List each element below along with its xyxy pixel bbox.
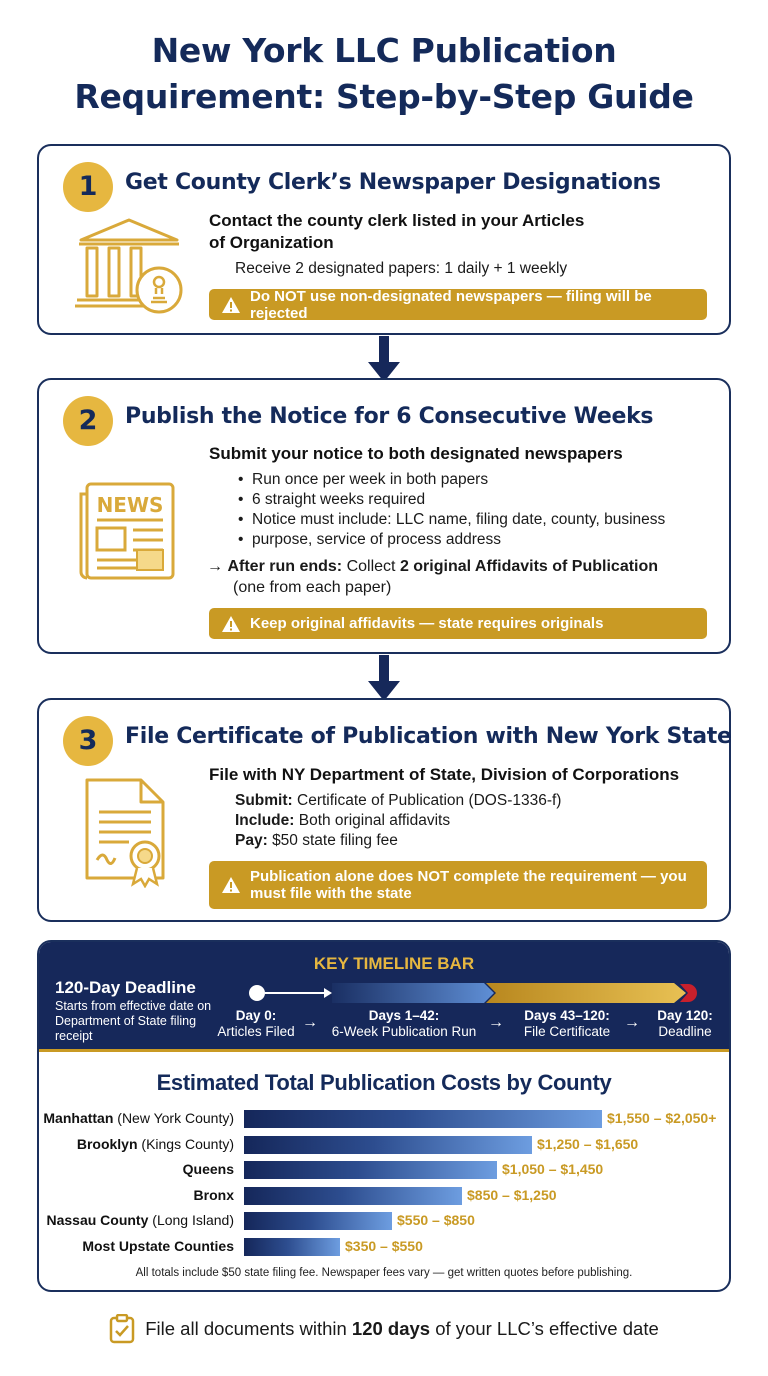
county-name: Manhattan	[43, 1110, 114, 1126]
cost-row-label	[46, 1212, 234, 1228]
step-2-card	[37, 378, 731, 654]
item-value: $50 state filing fee	[272, 832, 398, 849]
county-subname: (Kings County)	[137, 1135, 234, 1152]
item-key: Pay:	[235, 832, 268, 849]
step-1-detail: Receive 2 designated papers: 1 daily + 1 weekly	[235, 260, 568, 277]
step-2-bullet-continuation: • purpose, service of process address	[237, 530, 665, 550]
timeline-publication-segment	[332, 983, 494, 1003]
cost-row-label	[183, 1161, 234, 1177]
title-line-1: New York LLC Publication	[151, 31, 617, 70]
step-2-bullet: • 6 straight weeks required	[237, 490, 665, 510]
step-3-subhead: File with NY Department of State, Division of Corporations	[209, 765, 680, 784]
step-3-number: 3	[63, 716, 113, 766]
cost-value-label: $1,250 – $1,650	[537, 1135, 639, 1152]
cost-row	[39, 1110, 729, 1128]
step-1-number: 1	[63, 162, 113, 212]
item-key: Submit:	[235, 792, 293, 809]
step-2-warning	[209, 608, 707, 639]
cost-row	[39, 1238, 729, 1256]
step-2-subhead: Submit your notice to both designated newspapers	[209, 444, 623, 463]
cost-value-label: $1,050 – $1,450	[502, 1161, 604, 1177]
stage-text: Articles Filed	[217, 1024, 295, 1039]
cost-bar	[244, 1161, 497, 1179]
timeline-stage-publication	[329, 1008, 479, 1040]
cost-bar	[244, 1187, 462, 1205]
step-3-item-pay	[235, 831, 561, 851]
right-arrow-icon: →	[207, 558, 223, 575]
stage-label: Day 120:	[657, 1008, 713, 1023]
timeline-deadline-note: Starts from effective date on Department of State filing receipt	[55, 999, 212, 1043]
county-subname: (New York County)	[113, 1110, 234, 1126]
county-name: Most Upstate Counties	[82, 1237, 234, 1254]
timeline-start-arrowhead	[324, 988, 332, 998]
footer-bold: 120 days	[351, 1318, 431, 1339]
cost-bar	[244, 1212, 392, 1230]
step-2-after-bold: 2 original Affidavits of Publication	[399, 558, 659, 575]
step-3-warning-line-2: must file with the state	[250, 885, 412, 902]
footer-reminder	[0, 1314, 768, 1344]
step-2-after-run	[207, 556, 658, 598]
step-3-warning-line-1: Publication alone does NOT complete the requirement — you	[250, 868, 687, 885]
cost-value-label: $350 – $550	[345, 1237, 423, 1254]
step-3-item-include	[235, 811, 561, 831]
step-1-warning	[209, 289, 707, 320]
page-title	[0, 28, 768, 120]
cost-bar	[244, 1238, 340, 1256]
timeline-band	[39, 942, 729, 1052]
timeline-stage-deadline	[647, 1008, 723, 1040]
timeline-file-segment	[486, 983, 686, 1003]
step-3-warning-text	[250, 868, 687, 902]
stage-text: 6-Week Publication Run	[331, 1024, 477, 1039]
step-2-number: 2	[63, 396, 113, 446]
step-3-items	[235, 791, 561, 851]
step-1-card	[37, 144, 731, 335]
step-1-warning-text: Do NOT use non-designated newspapers — filing will be rejected	[250, 287, 652, 322]
timeline-stage-file	[513, 1008, 621, 1040]
county-name: Nassau County	[46, 1212, 149, 1228]
cost-row	[39, 1161, 729, 1179]
stage-text: Deadline	[658, 1024, 712, 1039]
step-1-subhead-line-1: Contact the county clerk listed in your Articles	[209, 211, 585, 230]
cost-bar	[244, 1136, 532, 1154]
timeline-arrow-icon: →	[302, 1014, 318, 1031]
cost-bar	[244, 1110, 602, 1128]
cost-row	[39, 1136, 729, 1154]
down-arrow-icon	[366, 655, 402, 703]
title-line-2: Requirement: Step-by-Step Guide	[74, 77, 694, 116]
step-2-bullet: • Run once per week in both papers	[237, 470, 665, 490]
cost-value-label: $850 – $1,250	[467, 1186, 557, 1203]
step-3-warning	[209, 861, 707, 909]
step-2-warning-text: Keep original affidavits — state requires originals	[250, 615, 604, 632]
timeline-heading: KEY TIMELINE BAR	[313, 954, 475, 973]
cost-row	[39, 1212, 729, 1230]
cost-row-label	[82, 1238, 234, 1254]
step-2-after-text: Collect	[346, 558, 396, 575]
cost-row	[39, 1187, 729, 1205]
step-2-after-label: After run ends:	[227, 558, 343, 575]
cost-value-label: $1,550 – $2,050+	[607, 1110, 717, 1126]
county-name: Brooklyn	[76, 1135, 138, 1152]
step-1-title: Get County Clerk’s Newspaper Designations	[125, 170, 661, 195]
stage-label: Days 1–42:	[368, 1008, 440, 1023]
county-name: Queens	[182, 1161, 234, 1177]
timeline-arrow-icon: →	[624, 1014, 640, 1031]
county-subname: (Long Island)	[148, 1212, 234, 1228]
cost-value-label: $550 – $850	[397, 1212, 475, 1228]
cost-row-label	[194, 1187, 234, 1203]
footer-text-a: File all documents within	[145, 1318, 347, 1339]
step-2-bullet: • Notice must include: LLC name, filing date, county, business	[237, 510, 665, 530]
timeline-bar	[244, 978, 704, 1008]
stage-label: Days 43–120:	[524, 1008, 610, 1023]
footer-text-b: of your LLC’s effective date	[435, 1318, 659, 1339]
step-3-item-submit	[235, 791, 561, 811]
clipboard-check-icon	[109, 1314, 135, 1344]
stage-text: File Certificate	[523, 1024, 611, 1039]
cost-chart-title: Estimated Total Publication Costs by County	[156, 1070, 612, 1095]
stage-label: Day 0:	[235, 1008, 277, 1023]
step-3-title: File Certificate of Publication with New York State	[125, 724, 732, 749]
certificate-icon	[79, 776, 175, 888]
warning-icon	[221, 296, 241, 314]
step-1-subhead-line-2: of Organization	[209, 233, 334, 252]
timeline-start-dot	[249, 985, 265, 1001]
down-arrow-icon	[366, 336, 402, 384]
cost-row-label	[43, 1110, 234, 1126]
timeline-stage-day-0	[211, 1008, 301, 1040]
warning-icon	[221, 876, 241, 894]
step-2-after-text-2: (one from each paper)	[233, 579, 392, 596]
step-3-card	[37, 698, 731, 922]
step-1-subhead	[209, 210, 584, 254]
timeline-arrow-icon: →	[488, 1014, 504, 1031]
courthouse-icon	[73, 216, 185, 316]
step-2-bullets	[237, 470, 665, 550]
item-value: Certificate of Publication (DOS-1336-f)	[297, 792, 562, 809]
item-value: Both original affidavits	[298, 812, 451, 829]
timeline-deadline-title: 120-Day Deadline	[55, 978, 196, 997]
timeline-cost-card	[37, 940, 731, 1292]
item-key: Include:	[235, 812, 295, 829]
cost-row-label	[77, 1136, 234, 1152]
newspaper-icon-text: NEWS	[96, 493, 164, 517]
warning-icon	[221, 615, 241, 633]
county-name: Bronx	[193, 1186, 234, 1203]
newspaper-icon	[77, 480, 179, 584]
cost-chart-note: All totals include $50 state filing fee. Newspaper fees vary — get written quotes before publishing.	[135, 1267, 633, 1279]
step-2-title: Publish the Notice for 6 Consecutive Weeks	[125, 404, 654, 429]
